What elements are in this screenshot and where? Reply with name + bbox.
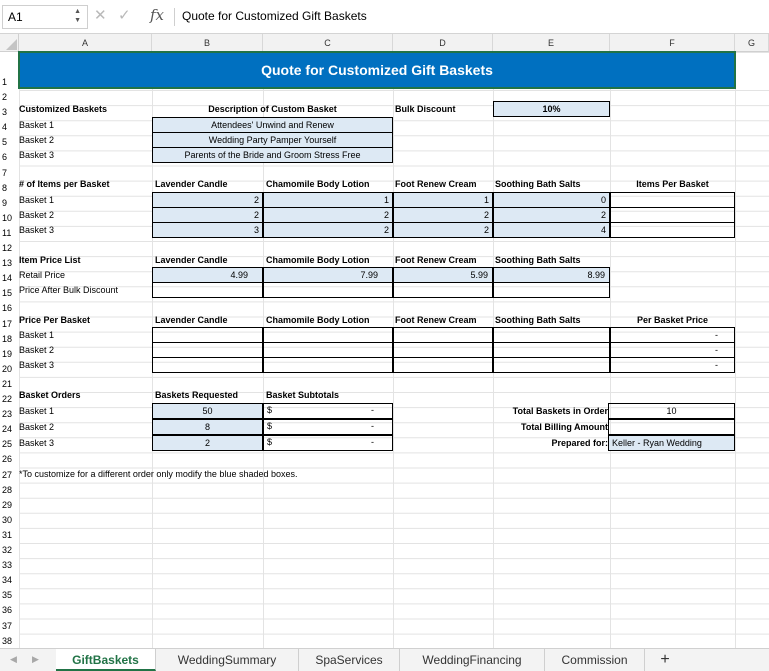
ppb-b3-price[interactable]: - (610, 357, 735, 373)
column-header-b[interactable]: B (152, 34, 263, 52)
subtotal-b2[interactable] (263, 419, 393, 435)
column-header-d[interactable]: D (393, 34, 493, 52)
requested-b1[interactable]: 50 (152, 403, 263, 419)
tab-spaservices[interactable]: SpaServices (299, 649, 400, 671)
price-col-lavender[interactable]: Lavender Candle (155, 255, 228, 265)
row-header[interactable]: 2 (0, 90, 19, 105)
cancel-icon[interactable]: ✕ (94, 7, 107, 24)
ppb-b1-bath[interactable] (493, 327, 610, 343)
ppb-b1-lavender[interactable] (152, 327, 263, 343)
row-header[interactable]: 19 (0, 347, 19, 362)
items-basket-1-label[interactable]: Basket 1 (19, 195, 55, 205)
row-header[interactable]: 1 (0, 52, 19, 90)
retail-price-label[interactable]: Retail Price (19, 270, 66, 280)
total-billing-label[interactable]: Total Billing Amount (521, 422, 608, 432)
total-baskets-label[interactable]: Total Baskets in Order (512, 406, 608, 416)
row-header[interactable]: 23 (0, 407, 19, 422)
ppb-b1-chamomile[interactable] (263, 327, 393, 343)
formula-input[interactable]: Quote for Customized Gift Baskets (182, 9, 367, 23)
formula-bar (0, 0, 769, 34)
row-header[interactable]: 36 (0, 603, 19, 618)
items-b2-foot[interactable]: 2 (393, 207, 493, 223)
requested-b3[interactable]: 2 (152, 435, 263, 451)
row-header[interactable]: 9 (0, 196, 19, 211)
prepared-for-value[interactable]: Keller - Ryan Wedding (608, 435, 735, 451)
basket-1-label[interactable]: Basket 1 (19, 120, 55, 130)
after-bath[interactable] (493, 282, 610, 298)
ppb-b3-lavender[interactable] (152, 357, 263, 373)
basket-1-description[interactable]: Attendees' Unwind and Renew (152, 117, 393, 133)
items-b3-chamomile[interactable]: 2 (263, 222, 393, 238)
baskets-requested-header[interactable]: Baskets Requested (155, 390, 239, 400)
ppb-b3-bath[interactable] (493, 357, 610, 373)
column-header-f[interactable]: F (610, 34, 735, 52)
retail-chamomile[interactable]: 7.99 (263, 267, 393, 283)
items-b3-lavender[interactable]: 3 (152, 222, 263, 238)
items-b2-total[interactable] (610, 207, 735, 223)
row-header[interactable]: 20 (0, 362, 19, 377)
price-col-bath[interactable]: Soothing Bath Salts (495, 255, 581, 265)
items-basket-3-label[interactable]: Basket 3 (19, 225, 55, 235)
items-basket-2-label[interactable]: Basket 2 (19, 210, 55, 220)
row-header[interactable]: 16 (0, 301, 19, 316)
customized-baskets-header[interactable]: Customized Baskets (19, 104, 108, 114)
row-header[interactable]: 37 (0, 619, 19, 634)
items-b1-total[interactable] (610, 192, 735, 208)
items-b2-bath[interactable]: 2 (493, 207, 610, 223)
formula-separator (174, 8, 175, 26)
ppb-b3-foot[interactable] (393, 357, 493, 373)
price-per-basket-header[interactable]: Price Per Basket (19, 315, 91, 325)
bulk-discount-value[interactable]: 10% (493, 101, 610, 117)
items-b2-chamomile[interactable]: 2 (263, 207, 393, 223)
ppb-col-chamomile[interactable]: Chamomile Body Lotion (266, 315, 370, 325)
column-header-g[interactable]: G (735, 34, 769, 52)
ppb-basket-2-label[interactable]: Basket 2 (19, 345, 55, 355)
row-header[interactable]: 35 (0, 588, 19, 603)
items-per-basket-header[interactable]: # of Items per Basket (19, 179, 110, 189)
requested-b2[interactable]: 8 (152, 419, 263, 435)
row-header[interactable]: 28 (0, 483, 19, 498)
name-box[interactable] (2, 5, 88, 29)
fx-icon[interactable]: fx (150, 6, 165, 24)
tab-giftbaskets[interactable]: GiftBaskets (56, 649, 156, 671)
subtotal-b3[interactable] (263, 435, 393, 451)
ppb-b2-bath[interactable] (493, 342, 610, 358)
chevron-updown-icon[interactable]: ▲ ▼ (74, 8, 81, 24)
order-basket-3-label[interactable]: Basket 3 (19, 438, 55, 448)
subtotal-b1[interactable] (263, 403, 393, 419)
after-discount-label[interactable]: Price After Bulk Discount (19, 285, 119, 295)
row-header[interactable]: 29 (0, 498, 19, 513)
items-col-total[interactable]: Items Per Basket (636, 179, 709, 189)
row-header[interactable]: 18 (0, 332, 19, 347)
subtotal-b2-value: - (371, 421, 374, 431)
basket-orders-header[interactable]: Basket Orders (19, 390, 81, 400)
ppb-b2-foot[interactable] (393, 342, 493, 358)
price-col-foot[interactable]: Foot Renew Cream (395, 255, 477, 265)
column-header-a[interactable]: A (19, 34, 152, 52)
ppb-b3-chamomile[interactable] (263, 357, 393, 373)
confirm-check-icon[interactable]: ✓ (118, 7, 131, 24)
order-basket-2-label[interactable]: Basket 2 (19, 422, 55, 432)
title-banner[interactable]: Quote for Customized Gift Baskets (19, 52, 735, 88)
ppb-col-foot[interactable]: Foot Renew Cream (395, 315, 477, 325)
row-header[interactable]: 22 (0, 392, 19, 407)
items-b1-lavender[interactable]: 2 (152, 192, 263, 208)
row-header[interactable]: 7 (0, 166, 19, 181)
row-header[interactable]: 21 (0, 377, 19, 392)
subtotal-b2-currency: $ (267, 421, 273, 431)
subtotal-b3-value: - (371, 437, 374, 447)
retail-lavender[interactable]: 4.99 (152, 267, 263, 283)
items-b2-lavender[interactable]: 2 (152, 207, 263, 223)
prev-sheet-icon[interactable]: ◀ (10, 654, 17, 664)
row-header[interactable]: 6 (0, 150, 19, 165)
row-header[interactable]: 32 (0, 543, 19, 558)
retail-foot[interactable]: 5.99 (393, 267, 493, 283)
total-baskets-value[interactable]: 10 (608, 403, 735, 419)
row-header[interactable]: 30 (0, 513, 19, 528)
items-col-chamomile[interactable]: Chamomile Body Lotion (266, 179, 370, 189)
row-header[interactable]: 13 (0, 256, 19, 271)
row-header[interactable]: 27 (0, 468, 19, 483)
items-col-lavender[interactable]: Lavender Candle (155, 179, 228, 189)
row-header[interactable]: 17 (0, 317, 19, 332)
subtotal-b1-value: - (371, 405, 374, 415)
items-col-foot[interactable]: Foot Renew Cream (395, 179, 477, 189)
ppb-basket-3-label[interactable]: Basket 3 (19, 360, 55, 370)
add-sheet-button[interactable]: + (660, 651, 670, 668)
row-header[interactable]: 11 (0, 226, 19, 241)
ppb-b2-lavender[interactable] (152, 342, 263, 358)
retail-bath[interactable]: 8.99 (493, 267, 610, 283)
row-header[interactable]: 26 (0, 452, 19, 467)
ppb-b1-price[interactable]: - (610, 327, 735, 343)
tab-weddingsummary[interactable]: WeddingSummary (156, 649, 299, 671)
ppb-col-total[interactable]: Per Basket Price (636, 315, 709, 325)
tab-commission[interactable]: Commission (545, 649, 645, 671)
row-header[interactable]: 38 (0, 634, 19, 649)
ppb-basket-1-label[interactable]: Basket 1 (19, 330, 55, 340)
row-header[interactable]: 8 (0, 181, 19, 196)
items-b1-foot[interactable]: 1 (393, 192, 493, 208)
row-header[interactable]: 12 (0, 241, 19, 256)
sheet-tab-bar (0, 648, 769, 671)
select-all-icon (6, 39, 17, 50)
row-header[interactable]: 10 (0, 211, 19, 226)
ppb-col-lavender[interactable]: Lavender Candle (155, 315, 228, 325)
order-basket-1-label[interactable]: Basket 1 (19, 406, 55, 416)
row-header[interactable]: 15 (0, 286, 19, 301)
row-header[interactable]: 33 (0, 558, 19, 573)
items-col-bath[interactable]: Soothing Bath Salts (495, 179, 581, 189)
prepared-for-label[interactable]: Prepared for: (551, 438, 608, 448)
after-foot[interactable] (393, 282, 493, 298)
row-header[interactable]: 3 (0, 105, 19, 120)
total-billing-value[interactable] (608, 419, 735, 435)
basket-2-label[interactable]: Basket 2 (19, 135, 55, 145)
select-all-corner[interactable] (0, 34, 19, 52)
basket-subtotals-header[interactable]: Basket Subtotals (266, 390, 340, 400)
price-list-header[interactable]: Item Price List (19, 255, 81, 265)
description-header[interactable]: Description of Custom Basket (208, 104, 337, 114)
row-header[interactable]: 5 (0, 135, 19, 150)
row-header[interactable]: 31 (0, 528, 19, 543)
ppb-b1-foot[interactable] (393, 327, 493, 343)
row-header[interactable]: 24 (0, 422, 19, 437)
price-col-chamomile[interactable]: Chamomile Body Lotion (266, 255, 370, 265)
next-sheet-icon[interactable]: ▶ (32, 654, 39, 664)
name-box-value: A1 (8, 10, 23, 24)
row-header[interactable]: 25 (0, 437, 19, 452)
ppb-b2-chamomile[interactable] (263, 342, 393, 358)
subtotal-b3-currency: $ (267, 437, 273, 447)
items-b3-bath[interactable]: 4 (493, 222, 610, 238)
ppb-col-bath[interactable]: Soothing Bath Salts (495, 315, 581, 325)
tab-weddingfinancing[interactable]: WeddingFinancing (400, 649, 545, 671)
row-header[interactable]: 14 (0, 271, 19, 286)
items-b1-bath[interactable]: 0 (493, 192, 610, 208)
worksheet (19, 52, 769, 648)
subtotal-b1-currency: $ (267, 405, 273, 415)
items-b1-chamomile[interactable]: 1 (263, 192, 393, 208)
after-chamomile[interactable] (263, 282, 393, 298)
bulk-discount-label[interactable]: Bulk Discount (395, 104, 456, 114)
items-b3-total[interactable] (610, 222, 735, 238)
basket-2-description[interactable]: Wedding Party Pamper Yourself (152, 132, 393, 148)
after-lavender[interactable] (152, 282, 263, 298)
basket-3-description[interactable]: Parents of the Bride and Groom Stress Free (152, 147, 393, 163)
column-header-c[interactable]: C (263, 34, 393, 52)
items-b3-foot[interactable]: 2 (393, 222, 493, 238)
row-header[interactable]: 4 (0, 120, 19, 135)
selected-cell-outline (18, 51, 736, 89)
basket-3-label[interactable]: Basket 3 (19, 150, 55, 160)
row-header[interactable]: 34 (0, 573, 19, 588)
ppb-b2-price[interactable]: - (610, 342, 735, 358)
instruction-note[interactable]: *To customize for a different order only modify the blue shaded boxes. (19, 469, 298, 479)
column-header-e[interactable]: E (493, 34, 610, 52)
